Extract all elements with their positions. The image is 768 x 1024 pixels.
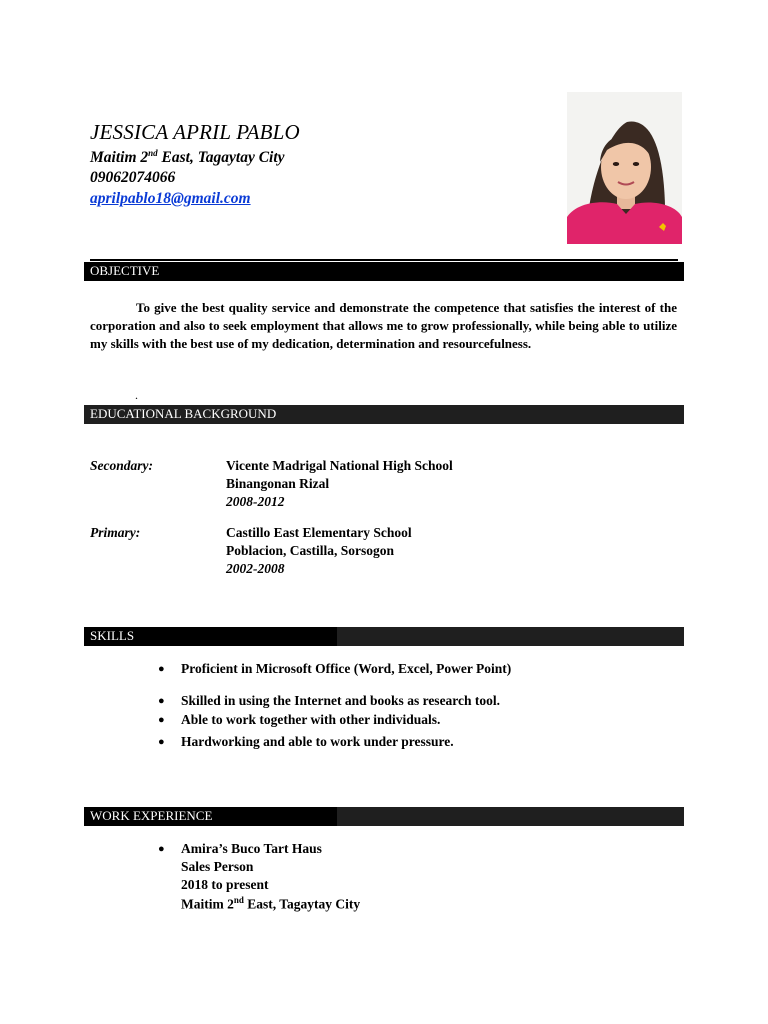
education-section-bar [84,405,684,424]
bullet-icon: ● [158,695,165,707]
work-location: Maitim 2nd East, Tagaytay City [181,895,361,912]
header-divider [90,259,678,261]
bullet-icon: ● [158,663,165,675]
objective-text: To give the best quality service and demonstrate the competence that satisfies the interest of the corporation and also to seek employment that allows me to grow professionally, while being able to utilize my skills with the best use of my dedication, determination and resourcefulness. [90,300,677,351]
secondary-years: 2008-2012 [226,494,285,509]
stray-mark: . [135,388,138,402]
primary-place: Poblacion, Castilla, Sorsogon [226,543,395,558]
bullet-icon: ● [158,843,165,855]
skill-item: Hardworking and able to work under pressure. [181,734,454,749]
applicant-address: Maitim 2nd East, Tagaytay City [90,148,285,167]
bullet-icon: ● [158,736,165,748]
primary-label: Primary: [90,525,141,540]
applicant-photo [567,92,682,244]
objective-section-bar [84,262,684,281]
work-section-bar [84,807,684,826]
applicant-email-link[interactable]: aprilpablo18@gmail.com [90,190,251,207]
primary-school: Castillo East Elementary School [226,525,412,540]
bullet-icon: ● [158,714,165,726]
applicant-phone: 09062074066 [90,169,176,186]
skills-heading: SKILLS [90,628,135,643]
skill-item: Skilled in using the Internet and books as research tool. [181,693,501,708]
secondary-label: Secondary: [90,458,153,473]
applicant-name: JESSICA APRIL PABLO [90,120,300,144]
primary-years: 2002-2008 [226,561,285,576]
work-period: 2018 to present [181,877,269,892]
objective-paragraph [90,299,677,353]
work-heading: WORK EXPERIENCE [90,808,213,823]
skill-item: Proficient in Microsoft Office (Word, Excel, Power Point) [181,661,512,676]
skills-section-bar [84,627,684,646]
secondary-school: Vicente Madrigal National High School [226,458,453,473]
education-heading: EDUCATIONAL BACKGROUND [90,406,277,421]
work-position: Sales Person [181,859,254,874]
secondary-place: Binangonan Rizal [226,476,330,491]
objective-heading: OBJECTIVE [90,263,160,278]
work-company: Amira’s Buco Tart Haus [181,841,322,856]
skill-item: Able to work together with other individuals. [181,712,441,727]
